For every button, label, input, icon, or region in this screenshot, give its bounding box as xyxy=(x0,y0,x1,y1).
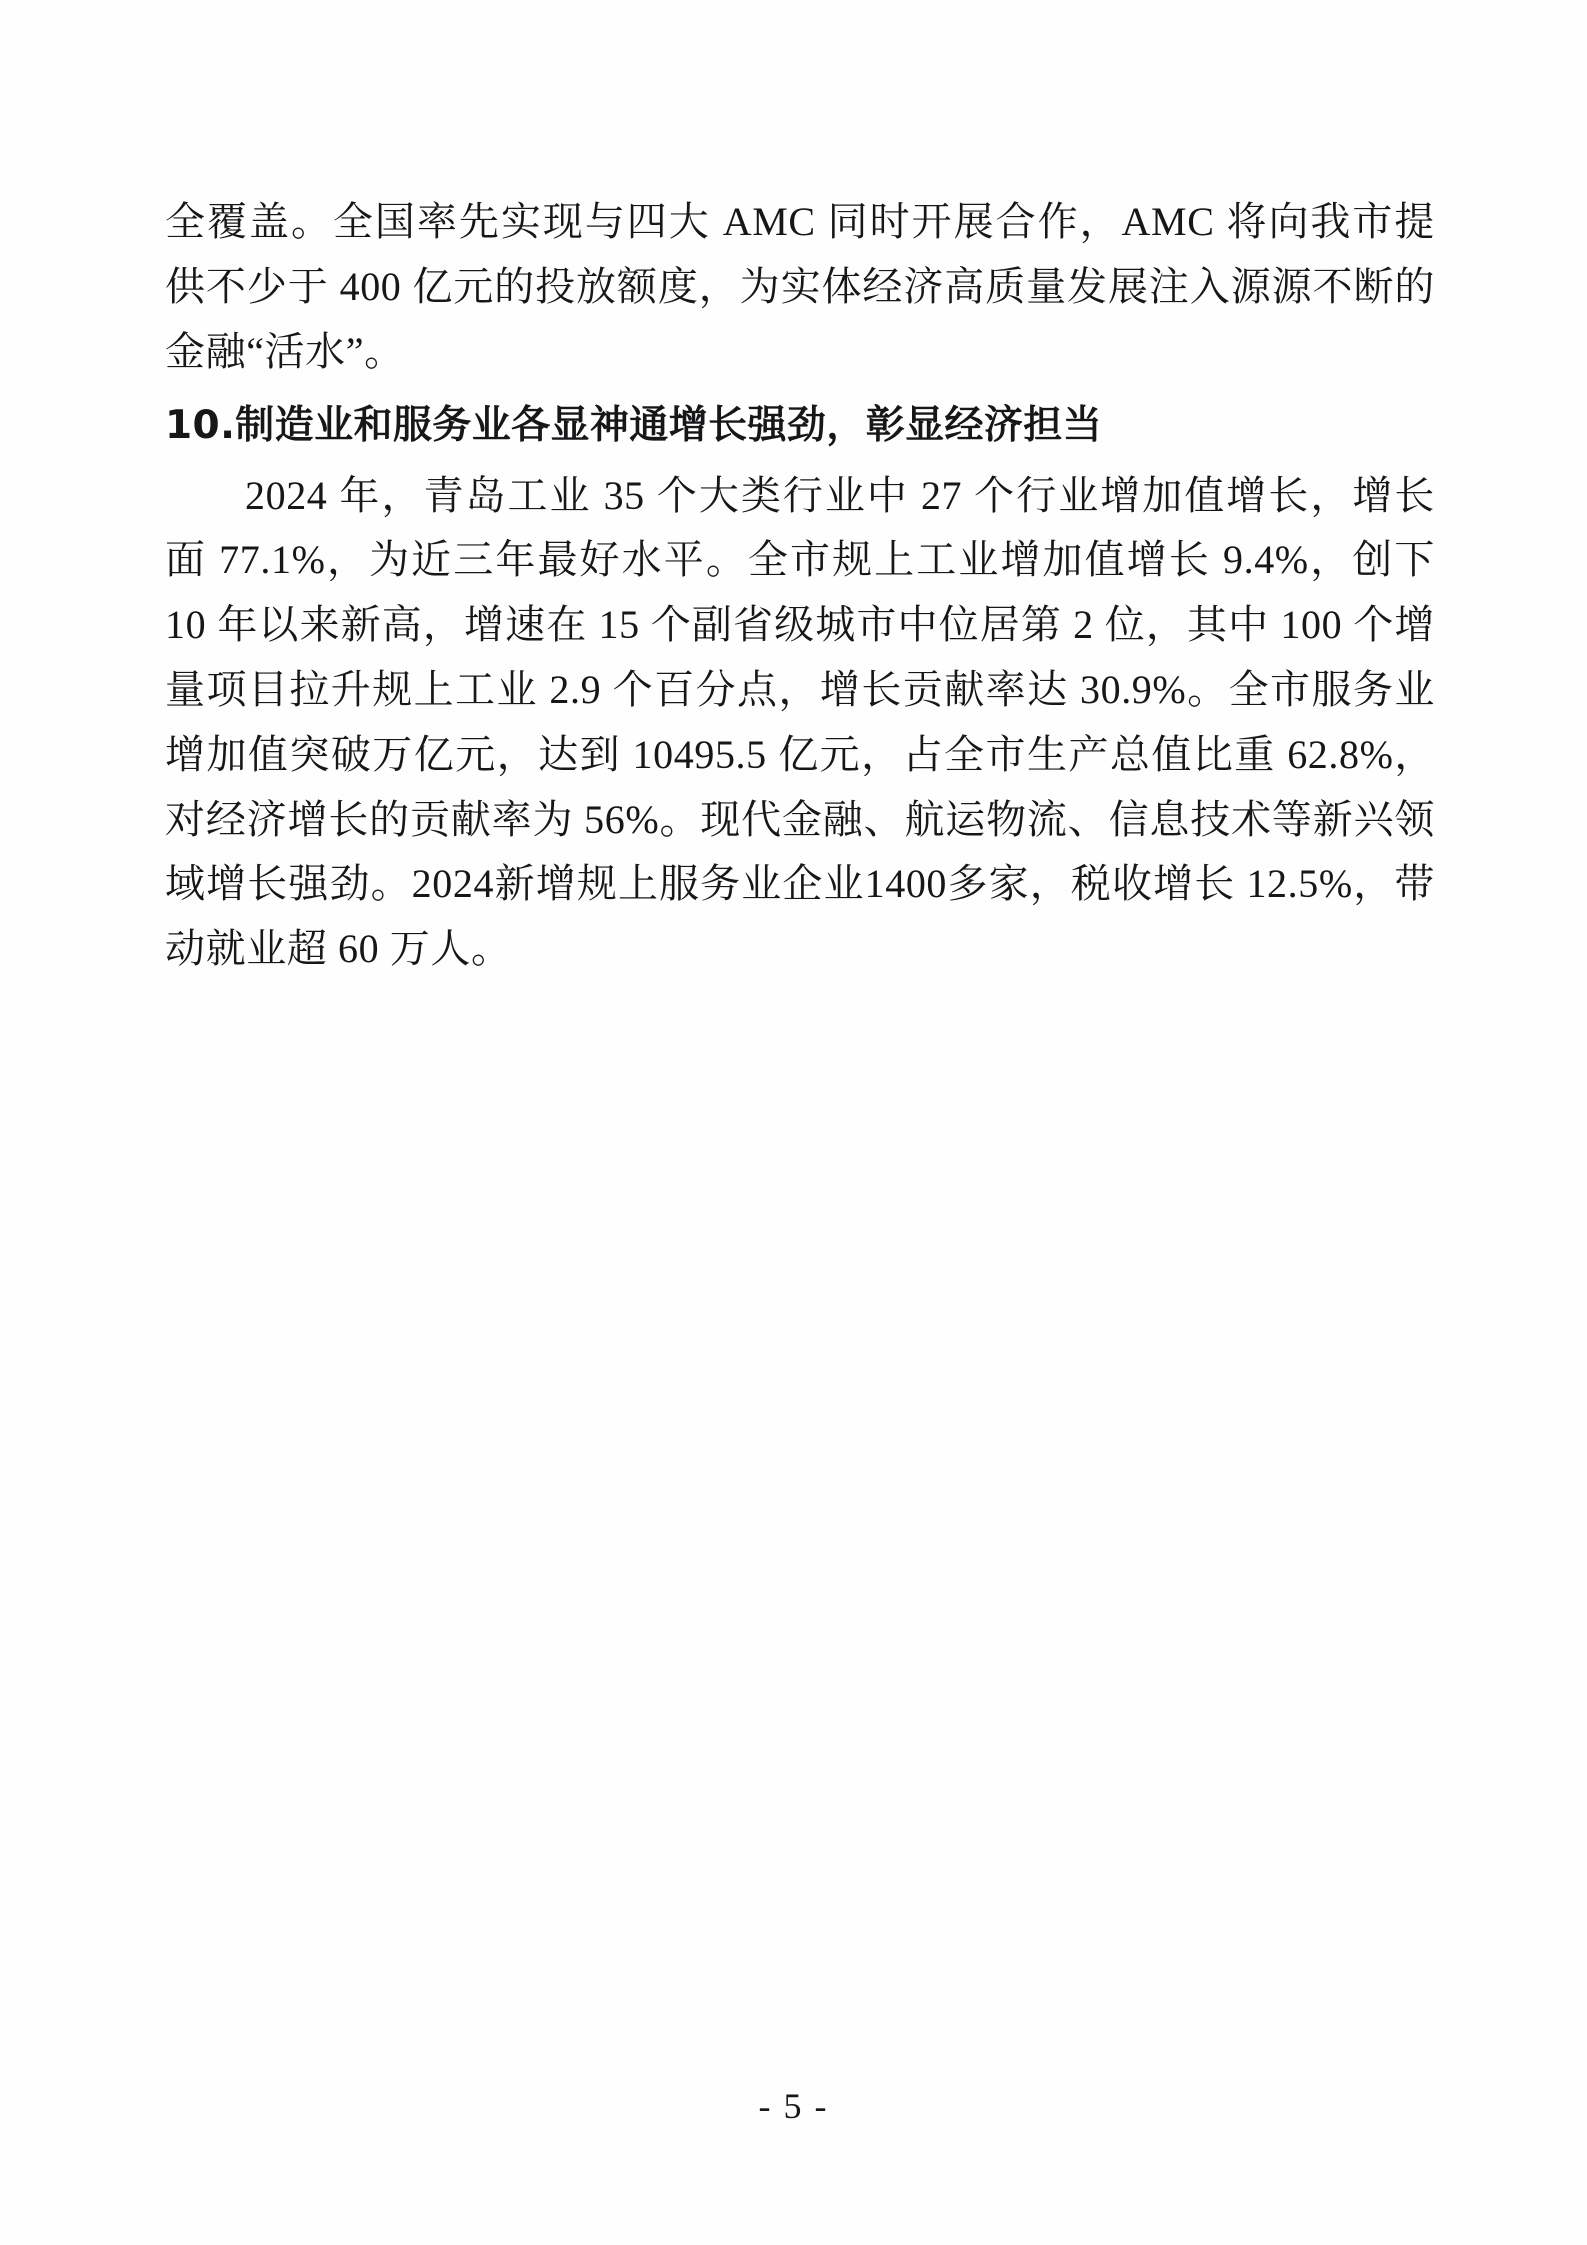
section-heading-10: 10.制造业和服务业各显神通增长强劲，彰显经济担当 xyxy=(165,403,1103,449)
page-number: - 5 - xyxy=(758,2086,829,2126)
paragraph-industry-statistics: 2024 年，青岛工业 35 个大类行业中 27 个行业增加值增长，增长面 77.1%，为近三年最好水平。全市规上工业增加值增长 9.4%，创下 10 年以来新高，增速在 15 个副省级城市中位居第 2 位，其中 100 个增量项目拉升规上工业 2.9 个百分点，增长贡献率达 30.9%。全市服务业增加值突破万亿元，达到 10495.5 亿元，占全市生产总值比重 62.8%，对经济增长的贡献率为 56%。现代金融、航运物流、信息技术等新兴领域增长强劲。2024新增规上服务业企业1400多家，税收增长 12.5%，带动就业超 60 万人。 xyxy=(165,472,1435,972)
document-body xyxy=(165,190,1435,982)
paragraph-amc-cooperation: 全覆盖。全国率先实现与四大 AMC 同时开展合作，AMC 将向我市提供不少于 400 亿元的投放额度，为实体经济高质量发展注入源源不断的金融“活水”。 xyxy=(165,199,1435,374)
